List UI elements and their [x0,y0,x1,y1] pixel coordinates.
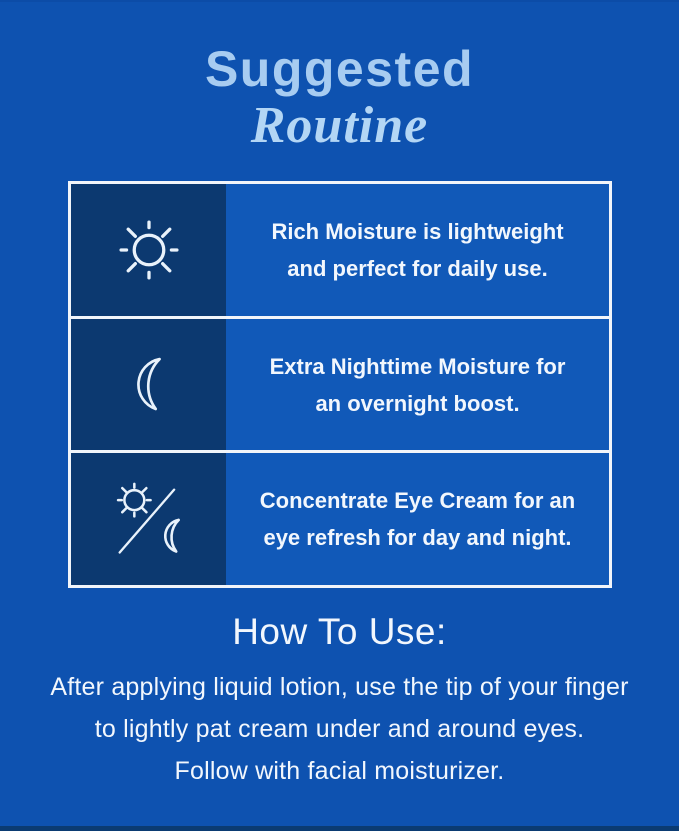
row-text [226,319,609,451]
bottom-edge-strip [0,826,679,831]
how-to-use-heading: How To Use: [232,611,447,652]
table-row-day [71,184,609,316]
row-text-line: Extra Nighttime Moisture for [269,353,566,379]
page-subtitle: Routine [250,97,429,154]
sun-moon-icon [105,475,193,563]
routine-table [68,181,612,588]
page-title: Suggested [204,41,475,97]
row-text [226,184,609,316]
row-text [226,453,609,585]
row-text-line: and perfect for daily use. [287,255,548,281]
how-to-use-paragraph [0,666,679,792]
row-text-line: Rich Moisture is lightweight [271,218,564,244]
moon-icon [126,354,172,416]
row-text-line: Concentrate Eye Cream for an [259,488,576,514]
icon-cell [71,319,226,451]
icon-cell [71,184,226,316]
top-edge-strip [0,0,679,2]
table-row-night [71,316,609,451]
paragraph-line: After applying liquid lotion, use the tip of your finger [50,673,629,701]
icon-cell [71,453,226,585]
table-row-day-and-night [71,450,609,585]
row-text-line: eye refresh for day and night. [263,525,572,551]
row-text-line: an overnight boost. [315,390,520,416]
paragraph-line: Follow with facial moisturizer. [174,757,505,785]
sun-icon [114,215,184,285]
paragraph-line: to lightly pat cream under and around eyes. [94,715,585,743]
